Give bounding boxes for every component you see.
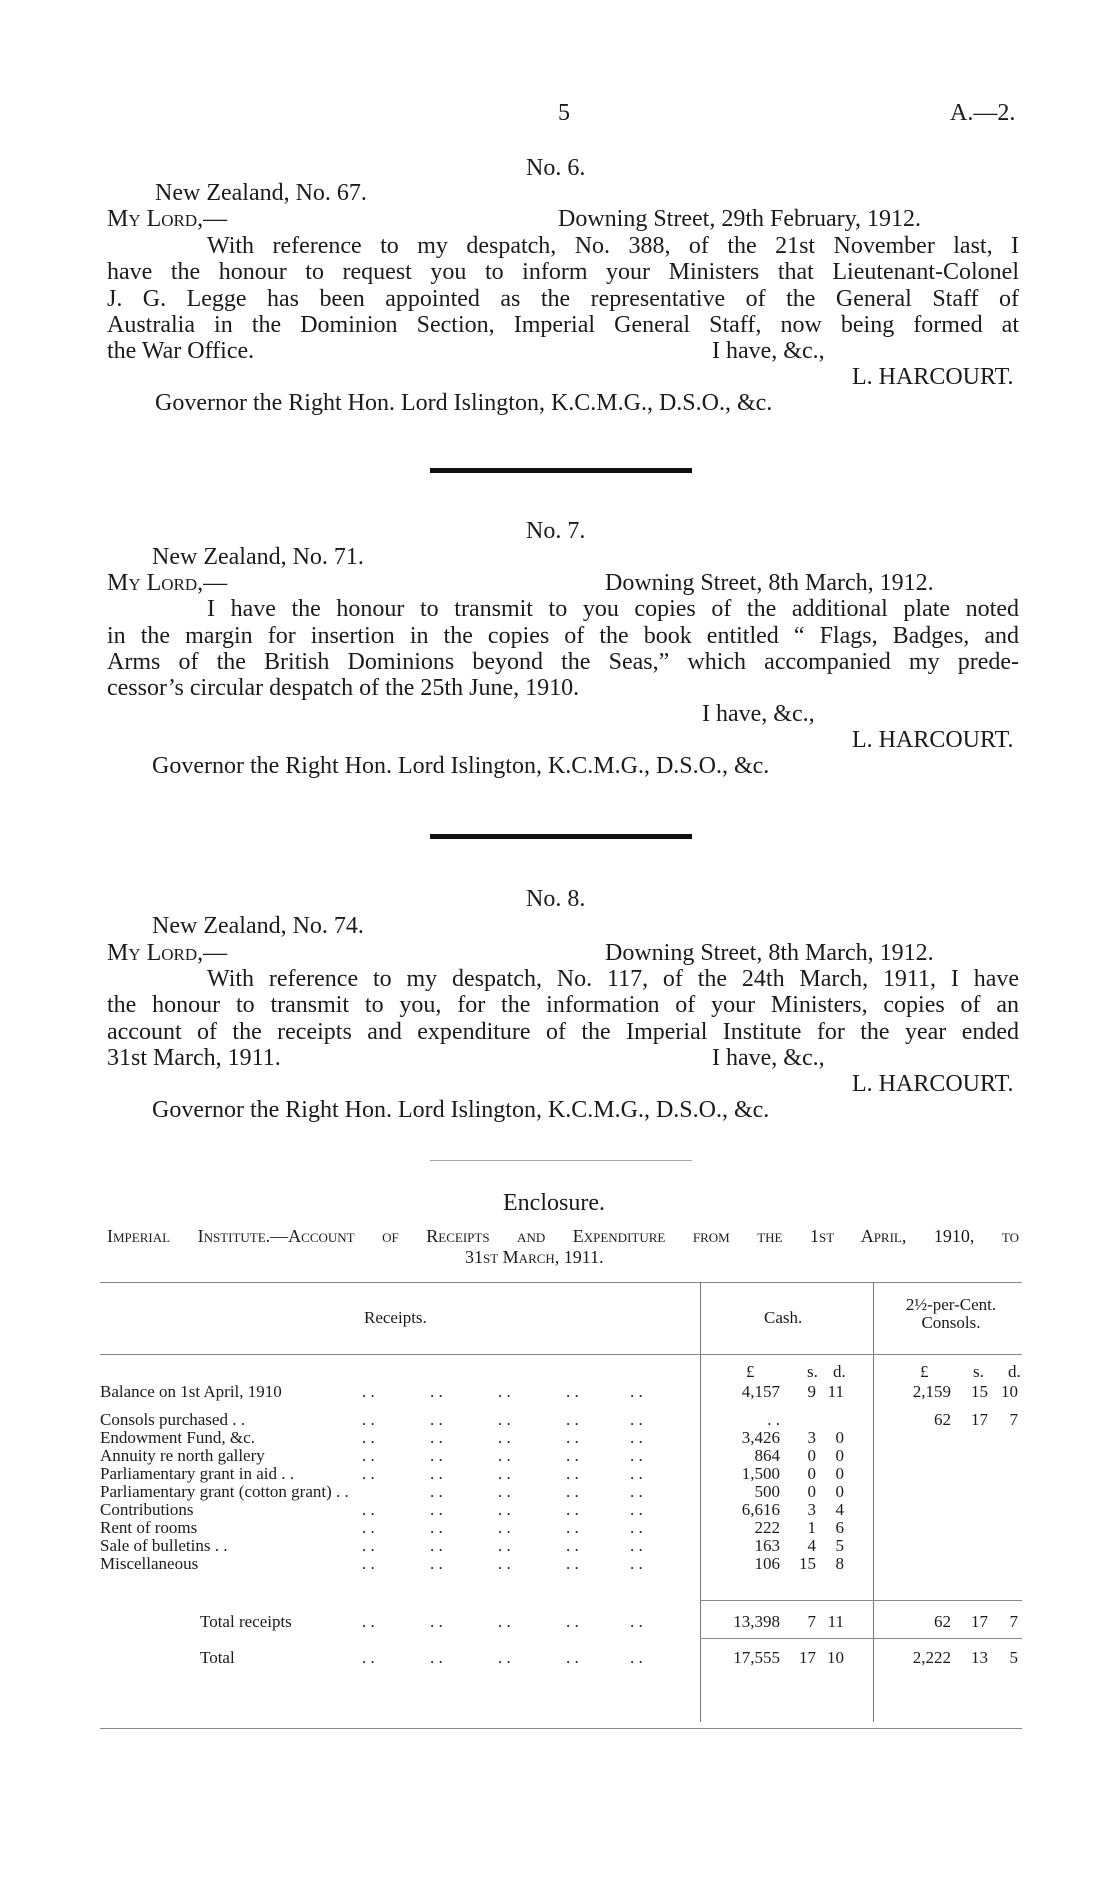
leader-dots: . . xyxy=(630,1612,643,1631)
letter-reference: New Zealand, No. 71. xyxy=(152,544,364,570)
place-date: Downing Street, 8th March, 1912. xyxy=(605,570,934,596)
cash-pounds: 222 xyxy=(754,1518,780,1537)
place-date: Downing Street, 29th February, 1912. xyxy=(558,206,922,232)
row-label: Annuity re north gallery xyxy=(100,1446,265,1465)
addressee: Governor the Right Hon. Lord Islington, K.C.M.G., D.S.O., &c. xyxy=(152,1097,770,1123)
salutation: My Lord,— xyxy=(107,570,228,596)
cash-pounds: 500 xyxy=(754,1482,780,1501)
addressee: Governor the Right Hon. Lord Islington, K.C.M.G., D.S.O., &c. xyxy=(152,753,770,779)
closing: I have, &c., xyxy=(712,338,825,364)
row-label: Parliamentary grant (cotton grant) . . xyxy=(100,1482,349,1501)
row-label: Consols purchased . . xyxy=(100,1410,245,1429)
leader-dots: . . xyxy=(362,1410,375,1429)
leader-dots: . . xyxy=(362,1382,375,1401)
page-number: 5 xyxy=(558,100,570,126)
leader-dots: . . xyxy=(498,1464,511,1483)
leader-dots: . . xyxy=(566,1612,579,1631)
leader-dots: . . xyxy=(566,1482,579,1501)
row-label: Balance on 1st April, 1910 xyxy=(100,1382,282,1401)
leader-dots: . . xyxy=(362,1500,375,1519)
leader-dots: . . xyxy=(498,1536,511,1555)
body-line: account of the receipts and expenditure of the Imperial Institute for the year ended xyxy=(107,1019,1019,1045)
signature: L. HARCOURT. xyxy=(852,727,1014,753)
table-header-rule xyxy=(100,1354,1022,1355)
consols-shillings: 15 xyxy=(971,1382,988,1401)
consols-pence: 7 xyxy=(1009,1410,1018,1429)
addressee: Governor the Right Hon. Lord Islington, K.C.M.G., D.S.O., &c. xyxy=(155,390,773,416)
cash-pence: 0 xyxy=(835,1482,844,1501)
cash-shillings: 4 xyxy=(807,1536,816,1555)
cash-pence: 8 xyxy=(835,1554,844,1573)
cash-shillings: 3 xyxy=(807,1500,816,1519)
leader-dots: . . xyxy=(430,1446,443,1465)
letter-reference: New Zealand, No. 67. xyxy=(155,180,367,206)
cash-shillings: 3 xyxy=(807,1428,816,1447)
row-label: Contributions xyxy=(100,1500,194,1519)
header-cash: Cash. xyxy=(764,1308,803,1327)
cash-pence: 11 xyxy=(827,1612,844,1631)
consols-unit-pence: d. xyxy=(1008,1362,1021,1381)
body-line: With reference to my despatch, No. 117, of the 24th March, 1911, I have xyxy=(207,966,1019,992)
cash-shillings: 15 xyxy=(799,1554,816,1573)
leader-dots: . . xyxy=(430,1518,443,1537)
leader-dots: . . xyxy=(362,1446,375,1465)
table-bottom-rule xyxy=(100,1728,1022,1729)
consols-pounds: 62 xyxy=(934,1410,951,1429)
section-divider xyxy=(430,468,692,473)
closing: I have, &c., xyxy=(712,1045,825,1071)
consols-pounds: 2,159 xyxy=(912,1382,951,1401)
letter-reference: New Zealand, No. 74. xyxy=(152,913,364,939)
cash-pounds: . . xyxy=(767,1410,780,1429)
body-line: in the margin for insertion in the copies of the book entitled “ Flags, Badges, and xyxy=(107,623,1019,649)
body-line: have the honour to request you to inform your Ministers that Lieutenant-Colonel xyxy=(107,259,1019,285)
cash-unit-pounds: £ xyxy=(746,1362,755,1381)
letter-number: No. 6. xyxy=(526,155,586,181)
consols-pounds: 62 xyxy=(934,1612,951,1631)
leader-dots: . . xyxy=(498,1446,511,1465)
leader-dots: . . xyxy=(430,1612,443,1631)
enclosure-caption-line2: 31st March, 1911. xyxy=(465,1247,604,1267)
leader-dots: . . xyxy=(498,1612,511,1631)
leader-dots: . . xyxy=(630,1428,643,1447)
receipts-table xyxy=(100,1282,1022,1730)
enclosure-title: Enclosure. xyxy=(503,1190,605,1216)
body-line: Arms of the British Dominions beyond the Seas,” which accompanied my prede- xyxy=(107,649,1019,675)
cash-shillings: 1 xyxy=(807,1518,816,1537)
body-line: Australia in the Dominion Section, Imperial General Staff, now being formed at xyxy=(107,312,1019,338)
body-line: I have the honour to transmit to you copies of the additional plate noted xyxy=(207,596,1019,622)
section-divider xyxy=(430,834,692,839)
cash-pence: 6 xyxy=(835,1518,844,1537)
section-divider-thin xyxy=(430,1160,692,1161)
leader-dots: . . xyxy=(362,1612,375,1631)
leader-dots: . . xyxy=(630,1536,643,1555)
leader-dots: . . xyxy=(498,1500,511,1519)
leader-dots: . . xyxy=(630,1410,643,1429)
subtotal-rule xyxy=(700,1600,1022,1601)
cash-pounds: 3,426 xyxy=(741,1428,780,1447)
signature: L. HARCOURT. xyxy=(852,364,1014,390)
row-label: Total xyxy=(200,1648,235,1667)
cash-shillings: 0 xyxy=(807,1446,816,1465)
leader-dots: . . xyxy=(430,1410,443,1429)
leader-dots: . . xyxy=(566,1536,579,1555)
leader-dots: . . xyxy=(630,1648,643,1667)
row-label: Endowment Fund, &c. xyxy=(100,1428,255,1447)
closing: I have, &c., xyxy=(702,701,815,727)
cash-pounds: 17,555 xyxy=(733,1648,780,1667)
header-consols: 2½-per-Cent. Consols. xyxy=(905,1295,997,1332)
leader-dots: . . xyxy=(430,1648,443,1667)
leader-dots: . . xyxy=(630,1446,643,1465)
consols-shillings: 13 xyxy=(971,1648,988,1667)
leader-dots: . . xyxy=(498,1648,511,1667)
leader-dots: . . xyxy=(362,1518,375,1537)
consols-pounds: 2,222 xyxy=(912,1648,951,1667)
consols-pence: 7 xyxy=(1009,1612,1018,1631)
consols-pence: 5 xyxy=(1009,1648,1018,1667)
leader-dots: . . xyxy=(566,1446,579,1465)
leader-dots: . . xyxy=(498,1518,511,1537)
place-date: Downing Street, 8th March, 1912. xyxy=(605,940,934,966)
leader-dots: . . xyxy=(430,1428,443,1447)
consols-pence: 10 xyxy=(1001,1382,1018,1401)
leader-dots: . . xyxy=(630,1382,643,1401)
body-line: With reference to my despatch, No. 388, of the 21st November last, I xyxy=(207,233,1019,259)
cash-pounds: 106 xyxy=(754,1554,780,1573)
cash-pence: 0 xyxy=(835,1446,844,1465)
leader-dots: . . xyxy=(566,1382,579,1401)
table-top-rule xyxy=(100,1282,1022,1283)
cash-pounds: 4,157 xyxy=(741,1382,780,1401)
leader-dots: . . xyxy=(498,1410,511,1429)
leader-dots: . . xyxy=(566,1648,579,1667)
leader-dots: . . xyxy=(566,1410,579,1429)
leader-dots: . . xyxy=(498,1554,511,1573)
leader-dots: . . xyxy=(362,1428,375,1447)
leader-dots: . . xyxy=(566,1554,579,1573)
cash-shillings: 9 xyxy=(807,1382,816,1401)
leader-dots: . . xyxy=(566,1518,579,1537)
leader-dots: . . xyxy=(630,1554,643,1573)
consols-shillings: 17 xyxy=(971,1612,988,1631)
leader-dots: . . xyxy=(566,1428,579,1447)
total-rule xyxy=(700,1638,1022,1639)
body-line: J. G. Legge has been appointed as the representative of the General Staff of xyxy=(107,286,1019,312)
cash-pence: 4 xyxy=(835,1500,844,1519)
leader-dots: . . xyxy=(498,1428,511,1447)
cash-pounds: 163 xyxy=(754,1536,780,1555)
enclosure-caption: Imperial Institute.—Account of Receipts and Expenditure from the 1st April, 1910, to xyxy=(107,1226,1019,1246)
cash-shillings: 17 xyxy=(799,1648,816,1667)
cash-pence: 11 xyxy=(827,1382,844,1401)
leader-dots: . . xyxy=(430,1482,443,1501)
leader-dots: . . xyxy=(630,1500,643,1519)
row-label: Sale of bulletins . . xyxy=(100,1536,228,1555)
leader-dots: . . xyxy=(430,1382,443,1401)
letter-number: No. 8. xyxy=(526,886,586,912)
leader-dots: . . xyxy=(430,1500,443,1519)
leader-dots: . . xyxy=(498,1382,511,1401)
body-line: the honour to transmit to you, for the information of your Ministers, copies of an xyxy=(107,992,1019,1018)
cash-pence: 0 xyxy=(835,1428,844,1447)
leader-dots: . . xyxy=(566,1464,579,1483)
leader-dots: . . xyxy=(430,1536,443,1555)
cash-pounds: 13,398 xyxy=(733,1612,780,1631)
cash-pence: 10 xyxy=(827,1648,844,1667)
cash-shillings: 0 xyxy=(807,1464,816,1483)
leader-dots: . . xyxy=(630,1482,643,1501)
leader-dots: . . xyxy=(362,1464,375,1483)
cash-pounds: 1,500 xyxy=(741,1464,780,1483)
leader-dots: . . xyxy=(566,1500,579,1519)
cash-shillings: 7 xyxy=(807,1612,816,1631)
cash-unit-shillings: s. xyxy=(807,1362,818,1381)
row-label: Parliamentary grant in aid . . xyxy=(100,1464,295,1483)
leader-dots: . . xyxy=(362,1648,375,1667)
leader-dots: . . xyxy=(362,1536,375,1555)
consols-unit-shillings: s. xyxy=(973,1362,984,1381)
body-last-line: 31st March, 1911. xyxy=(107,1045,281,1071)
cash-pence: 5 xyxy=(835,1536,844,1555)
document-code: A.—2. xyxy=(950,100,1016,126)
leader-dots: . . xyxy=(430,1464,443,1483)
row-label: Miscellaneous xyxy=(100,1554,199,1573)
cash-pounds: 6,616 xyxy=(741,1500,780,1519)
leader-dots: . . xyxy=(630,1464,643,1483)
leader-dots: . . xyxy=(498,1482,511,1501)
letter-number: No. 7. xyxy=(526,518,586,544)
cash-shillings: 0 xyxy=(807,1482,816,1501)
leader-dots: . . xyxy=(430,1554,443,1573)
consols-unit-pounds: £ xyxy=(920,1362,929,1381)
salutation: My Lord,— xyxy=(107,940,228,966)
row-label: Rent of rooms xyxy=(100,1518,198,1537)
header-receipts: Receipts. xyxy=(364,1308,427,1327)
body-last-line: cessor’s circular despatch of the 25th June, 1910. xyxy=(107,675,580,701)
row-label: Total receipts xyxy=(200,1612,292,1631)
leader-dots: . . xyxy=(362,1554,375,1573)
cash-pounds: 864 xyxy=(754,1446,780,1465)
salutation: My Lord,— xyxy=(107,206,228,232)
leader-dots: . . xyxy=(630,1518,643,1537)
signature: L. HARCOURT. xyxy=(852,1071,1014,1097)
body-last-line: the War Office. xyxy=(107,338,255,364)
cash-unit-pence: d. xyxy=(833,1362,846,1381)
consols-shillings: 17 xyxy=(971,1410,988,1429)
cash-pence: 0 xyxy=(835,1464,844,1483)
